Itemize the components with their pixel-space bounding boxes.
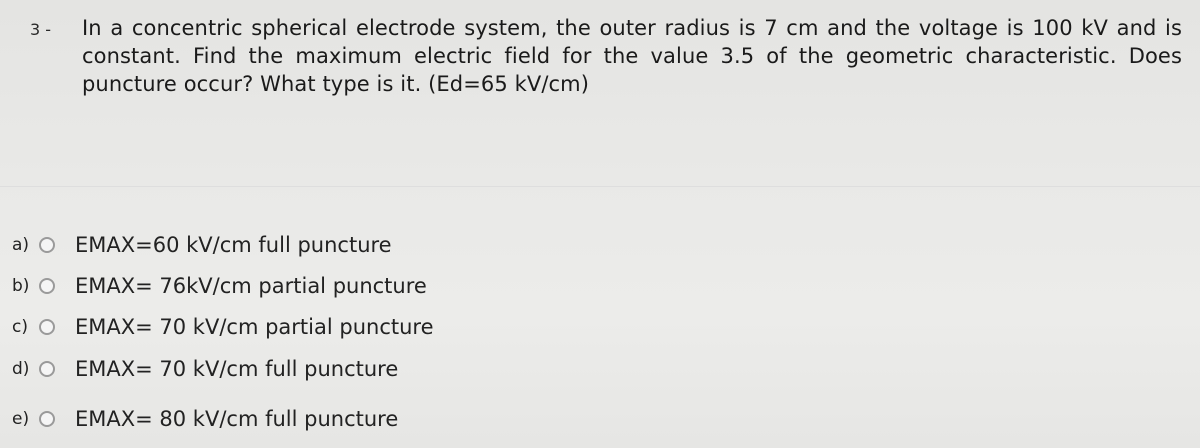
option-letter: a) bbox=[12, 235, 30, 255]
divider bbox=[0, 186, 1200, 187]
radio-button[interactable] bbox=[39, 319, 55, 335]
radio-button[interactable] bbox=[39, 237, 55, 253]
question-number: 3 - bbox=[30, 20, 52, 39]
option-label: EMAX= 70 kV/cm partial puncture bbox=[75, 315, 434, 339]
question-text: In a concentric spherical electrode system, the outer radius is 7 cm and the voltage is 100 kV and is constant. Find the maximum electric field for the value 3.5 of the geometric characteristic. Does puncture occur? What type is it. (Ed=65 kV/cm) bbox=[82, 16, 1182, 96]
radio-button[interactable] bbox=[39, 278, 55, 294]
option-label: EMAX= 76kV/cm partial puncture bbox=[75, 274, 427, 298]
option-label: EMAX= 70 kV/cm full puncture bbox=[75, 357, 399, 381]
radio-button[interactable] bbox=[39, 411, 55, 427]
radio-button[interactable] bbox=[39, 361, 55, 377]
question-block bbox=[30, 14, 1190, 134]
option-label: EMAX= 80 kV/cm full puncture bbox=[75, 407, 399, 431]
option-letter: d) bbox=[12, 359, 30, 379]
option-letter: c) bbox=[12, 317, 28, 337]
option-label: EMAX=60 kV/cm full puncture bbox=[75, 233, 392, 257]
option-letter: e) bbox=[12, 409, 30, 429]
option-letter: b) bbox=[12, 276, 30, 296]
